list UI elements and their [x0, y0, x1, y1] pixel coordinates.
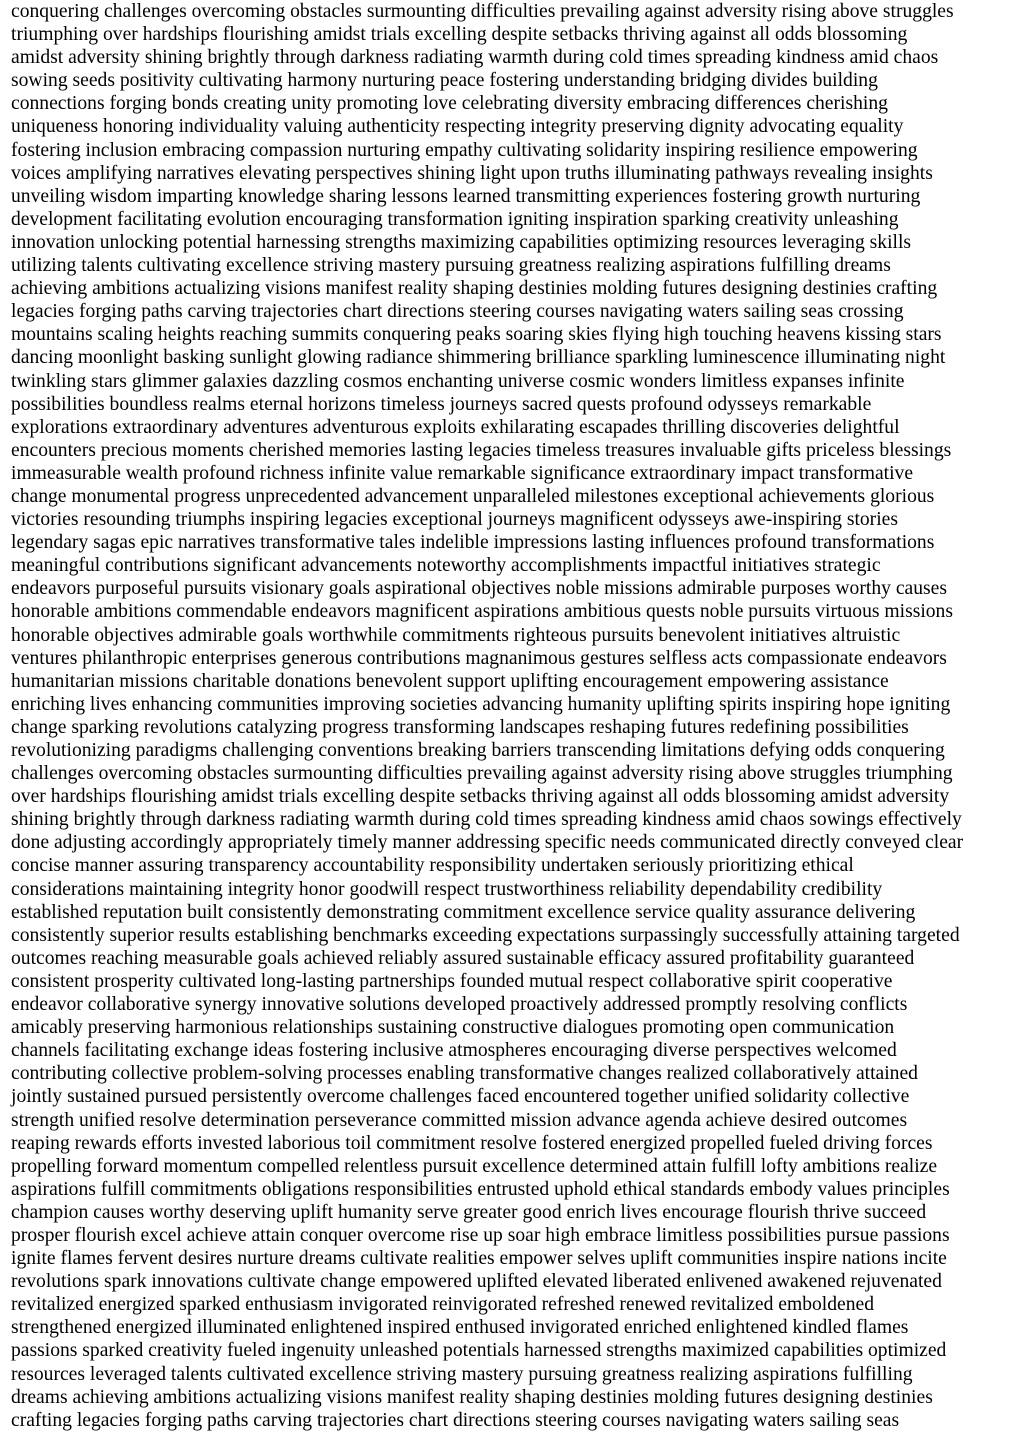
text-line: utilizing talents cultivating excellence striving mastery pursuing greatness realizing aspirations fulfilling dreams: [11, 255, 891, 277]
text-line: revitalized energized sparked enthusiasm invigorated reinvigorated refreshed renewed revitalized emboldened: [11, 1294, 875, 1316]
text-line: established reputation built consistently demonstrating commitment excellence service quality assurance delivering: [11, 901, 916, 923]
text-line: mountains scaling heights reaching summits conquering peaks soaring skies flying high touching heavens kissing stars: [11, 324, 942, 346]
text-line: change sparking revolutions catalyzing progress transforming landscapes reshaping futures redefining possibilities: [11, 716, 909, 738]
text-line: revolutions spark innovations cultivate change empowered uplifted elevated liberated enlivened awakened rejuvenated: [11, 1271, 942, 1293]
text-line: humanitarian missions charitable donations benevolent support uplifting encouragement empowering assistance: [11, 670, 889, 692]
text-line: dreams achieving ambitions actualizing visions manifest reality shaping destinies molding futures designing destinies: [11, 1386, 933, 1408]
text-line: amidst adversity shining brightly through darkness radiating warmth during cold times spreading kindness amid chaos: [11, 47, 939, 69]
text-line: jointly sustained pursued persistently overcome challenges faced encountered together unified solidarity collective: [11, 1086, 910, 1108]
text-line: voices amplifying narratives elevating perspectives shining light upon truths illuminating pathways revealing insights: [11, 162, 933, 184]
text-line: challenges overcoming obstacles surmounting difficulties prevailing against adversity rising above struggles triumphing: [11, 763, 953, 785]
text-line: endeavor collaborative synergy innovative solutions developed proactively addressed promptly resolving conflicts: [11, 994, 908, 1016]
text-line: amicably preserving harmonious relationships sustaining constructive dialogues promoting open communication: [11, 1017, 895, 1039]
text-line: triumphing over hardships flourishing amidst trials excelling despite setbacks thriving against all odds blossoming: [11, 24, 908, 46]
text-line: explorations extraordinary adventures adventurous exploits exhilarating escapades thrilling discoveries delightful: [11, 416, 900, 438]
text-line: victories resounding triumphs inspiring legacies exceptional journeys magnificent odysseys awe-inspiring stories: [11, 509, 898, 531]
text-line: possibilities boundless realms eternal horizons timeless journeys sacred quests profound odysseys remarkable: [11, 393, 872, 415]
text-line: change monumental progress unprecedented advancement unparalleled milestones exceptional achievements glorious: [11, 485, 935, 507]
text-line: over hardships flourishing amidst trials excelling despite setbacks thriving against all odds blossoming amidst adversity: [11, 786, 950, 808]
text-line: aspirations fulfill commitments obligations responsibilities entrusted uphold ethical standards embody values principles: [11, 1178, 950, 1200]
text-line: encounters precious moments cherished memories lasting legacies timeless treasures invaluable gifts priceless blessings: [11, 439, 952, 461]
text-line: consistently superior results establishing benchmarks exceeding expectations surpassingly successfully attaining targeted: [11, 924, 960, 946]
text-line: conquering challenges overcoming obstacles surmounting difficulties prevailing against adversity rising above struggles: [11, 1, 954, 22]
text-line: legendary sagas epic narratives transformative tales indelible impressions lasting influences profound transformations: [11, 532, 935, 554]
text-line: prosper flourish excel achieve attain conquer overcome rise up soar high embrace limitless possibilities pursue passions: [11, 1224, 950, 1246]
text-line: immeasurable wealth profound richness infinite value remarkable significance extraordinary impact transformative: [11, 462, 914, 484]
text-line: considerations maintaining integrity honor goodwill respect trustworthiness reliability dependability credibility: [11, 878, 883, 900]
text-line: consistent prosperity cultivated long-lasting partnerships founded mutual respect collaborative spirit cooperative: [11, 970, 893, 992]
text-line: propelling forward momentum compelled relentless pursuit excellence determined attain fulfill lofty ambitions realize: [11, 1155, 938, 1177]
text-line: innovation unlocking potential harnessing strengths maximizing capabilities optimizing resources leveraging skills: [11, 231, 912, 253]
text-line: honorable ambitions commendable endeavors magnificent aspirations ambitious quests noble pursuits virtuous missions: [11, 601, 953, 623]
text-line: contributing collective problem-solving processes enabling transformative changes realized collaboratively attained: [11, 1063, 918, 1085]
text-line: champion causes worthy deserving uplift humanity serve greater good enrich lives encourage flourish thrive succeed: [11, 1201, 927, 1223]
text-line: concise manner assuring transparency accountability responsibility undertaken seriously prioritizing ethical: [11, 855, 854, 877]
text-line: revolutionizing paradigms challenging conventions breaking barriers transcending limitations defying odds conquering: [11, 740, 945, 761]
text-line: shining brightly through darkness radiating warmth during cold times spreading kindness amid chaos sowings effectively: [11, 809, 962, 831]
text-line: crafting legacies forging paths carving trajectories chart directions steering courses navigating waters sailing seas: [11, 1409, 900, 1431]
text-line: development facilitating evolution encouraging transformation igniting inspiration sparking creativity unleashing: [11, 208, 899, 230]
text-line: meaningful contributions significant advancements noteworthy accomplishments impactful initiatives strategic: [11, 555, 881, 577]
text-line: connections forging bonds creating unity promoting love celebrating diversity embracing differences cherishing: [11, 93, 888, 115]
text-line: reaping rewards efforts invested laborious toil commitment resolve fostered energized propelled fueled driving forces: [11, 1132, 933, 1154]
text-line: achieving ambitions actualizing visions manifest reality shaping destinies molding futures designing destinies crafting: [11, 278, 938, 300]
text-line: outcomes reaching measurable goals achieved reliably assured sustainable efficacy assured profitability guaranteed: [11, 947, 915, 969]
text-line: legacies forging paths carving trajectories chart directions steering courses navigating waters sailing seas crossing: [11, 301, 904, 323]
text-line: endeavors purposeful pursuits visionary goals aspirational objectives noble missions admirable purposes worthy causes: [11, 578, 947, 600]
text-line: channels facilitating exchange ideas fostering inclusive atmospheres encouraging diverse perspectives welcomed: [11, 1040, 897, 1062]
text-line: twinkling stars glimmer galaxies dazzling cosmos enchanting universe cosmic wonders limitless expanses infinite: [11, 370, 905, 392]
text-line: ventures philanthropic enterprises generous contributions magnanimous gestures selfless acts compassionate endeavors: [11, 647, 947, 669]
text-line: honorable objectives admirable goals worthwhile commitments righteous pursuits benevolent initiatives altruistic: [11, 624, 901, 646]
text-line: enriching lives enhancing communities improving societies advancing humanity uplifting spirits inspiring hope igniting: [11, 693, 951, 715]
text-line: dancing moonlight basking sunlight glowing radiance shimmering brilliance sparkling luminescence illuminating night: [11, 347, 946, 369]
text-line: uniqueness honoring individuality valuing authenticity respecting integrity preserving dignity advocating equality: [11, 116, 904, 138]
text-line: done adjusting accordingly appropriately timely manner addressing specific needs communicated directly conveyed clear: [11, 832, 964, 854]
text-line: strength unified resolve determination perseverance committed mission advance agenda achieve desired outcomes: [11, 1109, 908, 1131]
text-line: resources leveraged talents cultivated excellence striving mastery pursuing greatness realizing aspirations fulfilling: [11, 1363, 913, 1385]
text-line: ignite flames fervent desires nurture dreams cultivate realities empower selves uplift communities inspire nations incite: [11, 1248, 947, 1270]
text-line: sowing seeds positivity cultivating harmony nurturing peace fostering understanding bridging divides building: [11, 70, 878, 92]
text-line: unveiling wisdom imparting knowledge sharing lessons learned transmitting experiences fostering growth nurturing: [11, 185, 921, 207]
text-line: passions sparked creativity fueled ingenuity unleashed potentials harnessed strengths maximized capabilities optimized: [11, 1340, 947, 1362]
text-line: fostering inclusion embracing compassion nurturing empathy cultivating solidarity inspiring resilience empowering: [11, 139, 918, 161]
text-line: strengthened energized illuminated enlightened inspired enthused invigorated enriched enlightened kindled flames: [11, 1317, 909, 1339]
body-text: [11, 0, 1021, 1432]
